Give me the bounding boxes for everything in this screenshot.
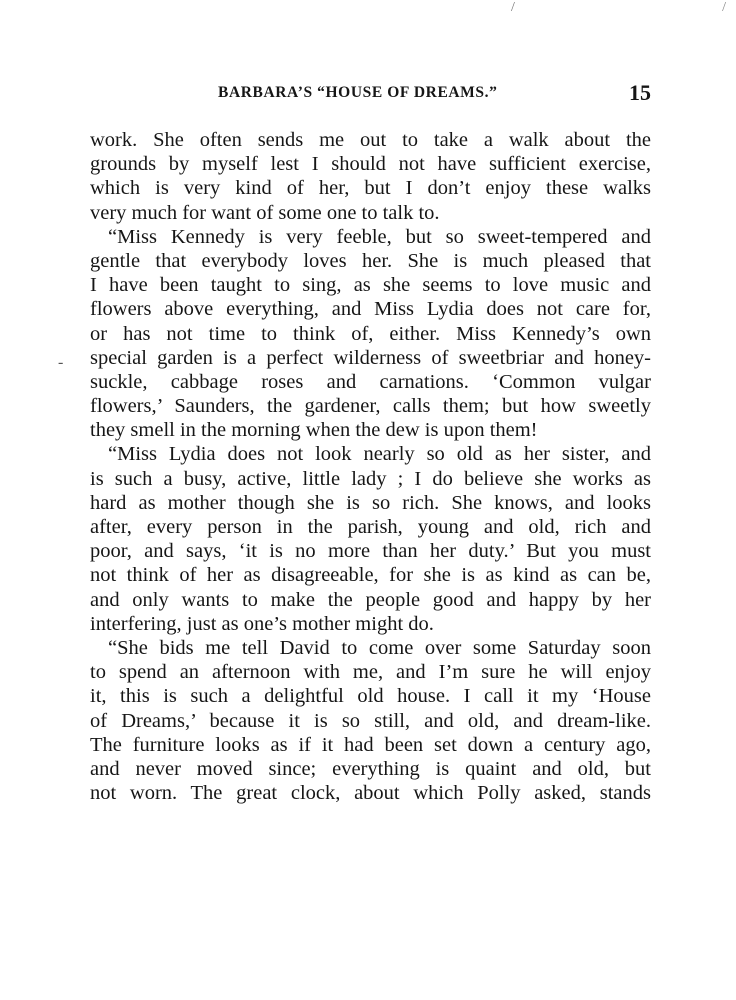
text-line: hard as mother though she is so rich. She knows, and looks <box>90 491 651 514</box>
text-line: to spend an afternoon with me, and I’m sure he will enjoy <box>90 661 651 684</box>
scan-artifact-mark: / <box>511 0 515 15</box>
text-line: very much for want of some one to talk to. <box>90 201 440 224</box>
text-line: after, every person in the parish, young and old, rich and <box>90 516 651 538</box>
text-line: interfering, just as one’s mother might do. <box>90 612 434 635</box>
text-line: flowers above everything, and Miss Lydia does not care for, <box>90 298 651 321</box>
text-line: flowers,’ Saunders, the gardener, calls them; but how sweetly <box>90 395 651 418</box>
page-number: 15 <box>629 80 651 105</box>
text-line: they smell in the morning when the dew is upon them! <box>90 419 538 442</box>
text-line: suckle, cabbage roses and carnations. ‘Common vulgar <box>90 370 651 393</box>
text-line: “Miss Lydia does not look nearly so old as her sister, and <box>108 443 651 466</box>
text-line: not think of her as disagreeable, for she is as kind as can be, <box>90 564 651 587</box>
text-line: poor, and says, ‘it is no more than her duty.’ But you must <box>90 540 651 563</box>
text-line: special garden is a perfect wilderness of sweetbriar and honey- <box>90 346 651 369</box>
text-line: work. She often sends me out to take a walk about the <box>90 129 651 151</box>
text-line: of Dreams,’ because it is so still, and old, and dream-like. <box>90 709 651 732</box>
text-line: is such a busy, active, little lady ; I do believe she works as <box>90 467 651 490</box>
text-line: “She bids me tell David to come over some Saturday soon <box>108 636 651 659</box>
text-line: or has not time to think of, either. Miss Kennedy’s own <box>90 322 651 345</box>
text-line: grounds by myself lest I should not have sufficient exercise, <box>90 153 651 176</box>
text-line: not worn. The great clock, about which Polly asked, stands <box>90 782 651 805</box>
scan-artifact-mark-right: / <box>722 0 726 15</box>
text-line: “Miss Kennedy is very feeble, but so sweet-tempered and <box>108 225 651 248</box>
text-line: gentle that everybody loves her. She is much pleased that <box>90 249 651 272</box>
text-line: I have been taught to sing, as she seems to love music and <box>90 274 651 297</box>
margin-mark: - <box>58 354 64 371</box>
text-line: which is very kind of her, but I don’t enjoy these walks <box>90 177 651 200</box>
body-text <box>90 128 651 805</box>
text-line: The furniture looks as if it had been set down a century ago, <box>90 733 651 756</box>
text-line: and only wants to make the people good and happy by her <box>90 588 651 611</box>
running-head: BARBARA’S “HOUSE OF DREAMS.” <box>218 84 498 101</box>
text-line: and never moved since; everything is quaint and old, but <box>90 757 651 780</box>
page-header <box>90 80 651 110</box>
text-line: it, this is such a delightful old house. I call it my ‘House <box>90 685 651 708</box>
